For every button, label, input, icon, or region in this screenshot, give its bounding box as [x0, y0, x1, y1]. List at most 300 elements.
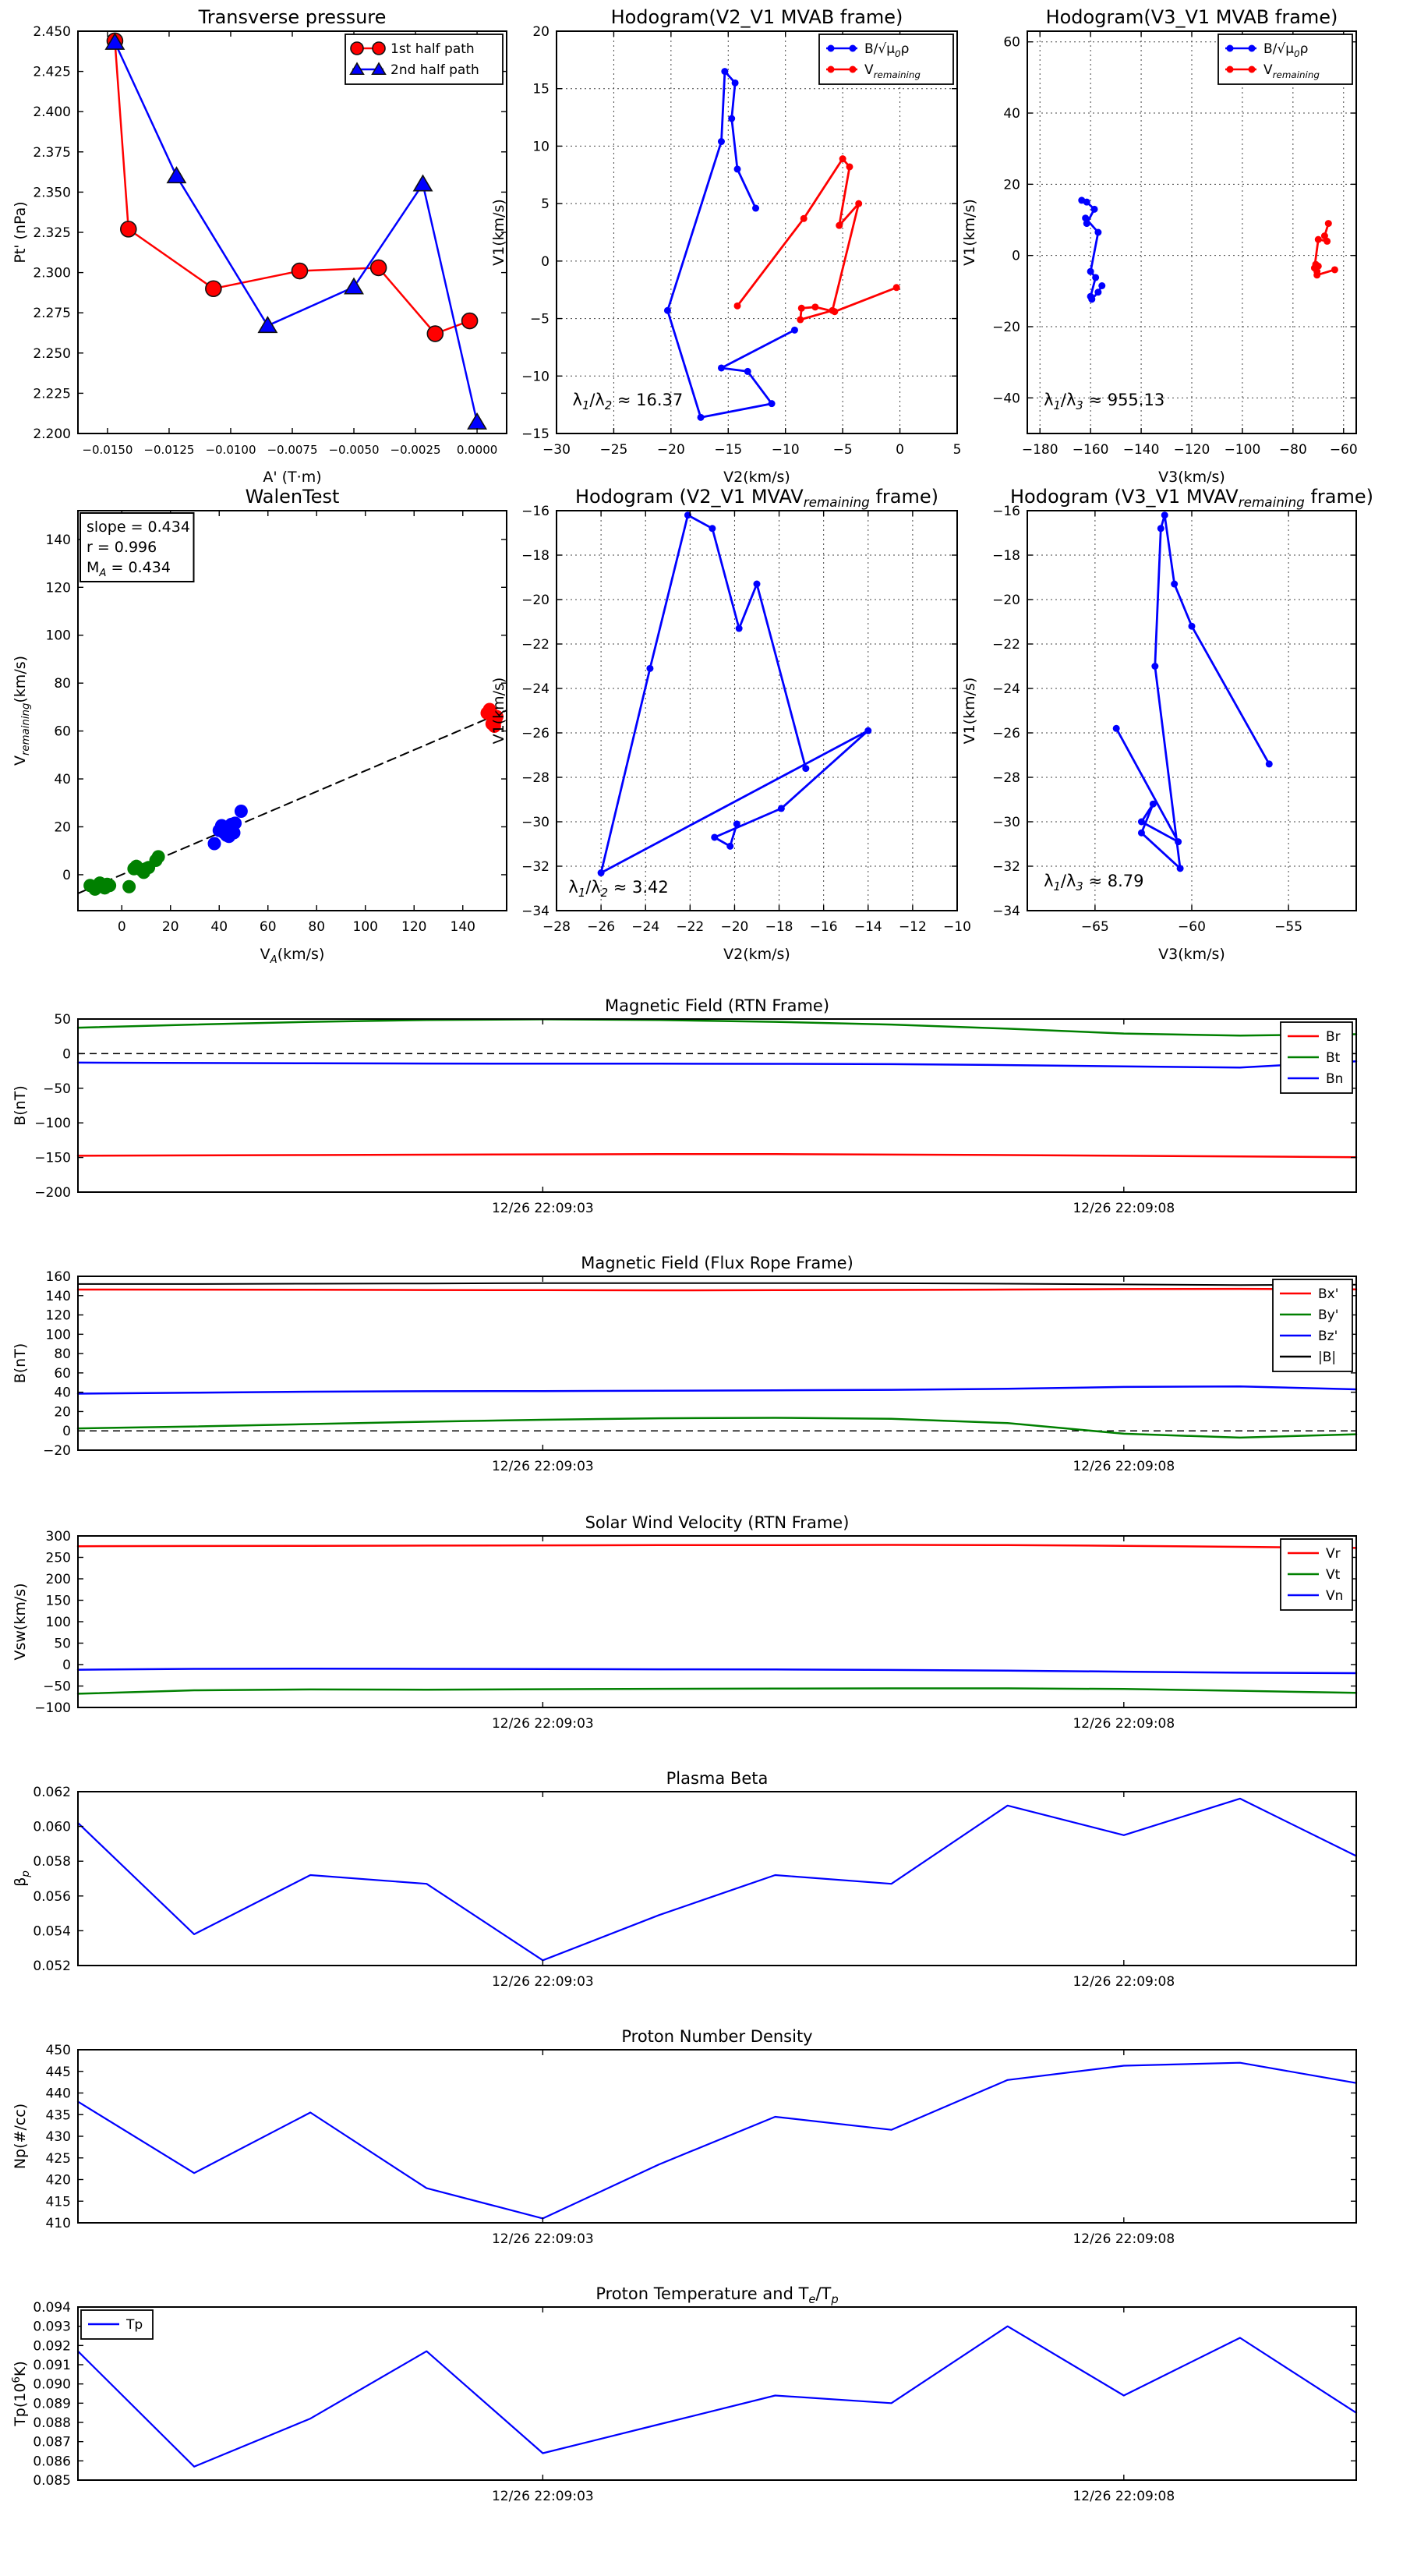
data-point-marker	[893, 284, 900, 291]
y-tick-label: −50	[43, 1679, 71, 1695]
y-tick-label: 430	[45, 2129, 71, 2145]
y-tick-label: −20	[992, 320, 1020, 336]
y-tick-label: 0.086	[33, 2454, 71, 2470]
panel-title: Proton Number Density	[621, 2027, 813, 2046]
y-tick-label: 40	[1003, 106, 1020, 122]
y-axis-label: $V_{remaining}(km/s)$	[12, 655, 32, 766]
axes-frame	[78, 1019, 1356, 1192]
data-point-marker	[736, 625, 743, 632]
x-tick-label: −80	[1278, 442, 1307, 458]
y-tick-label: 10	[532, 139, 550, 155]
y-tick-label: 15	[532, 81, 550, 97]
data-point-marker	[1177, 865, 1184, 872]
data-point-marker	[769, 400, 776, 407]
data-point-marker	[718, 364, 725, 371]
x-axis-label: A' (T·m)	[263, 469, 322, 486]
panel-hodogram-v3v1-mvav	[961, 486, 1373, 963]
y-tick-label: −150	[34, 1150, 71, 1166]
x-tick-label: −0.0125	[143, 443, 195, 457]
data-point-marker	[1161, 511, 1168, 518]
data-point-marker	[345, 278, 362, 294]
data-point-marker	[259, 317, 277, 333]
series-line-np	[78, 2063, 1356, 2219]
y-tick-label: −200	[34, 1185, 71, 1201]
data-point-marker	[1088, 295, 1095, 303]
x-axis-label: $V_A(km/s)$	[260, 946, 325, 966]
x-tick-label: −15	[714, 442, 743, 458]
data-point-marker	[698, 414, 705, 421]
series-line-vt	[78, 1689, 1356, 1694]
data-point-marker	[754, 581, 761, 588]
series-line-br	[78, 1154, 1356, 1157]
y-tick-label: 420	[45, 2172, 71, 2189]
x-tick-label: −0.0025	[390, 443, 441, 457]
x-tick-label: −140	[1122, 442, 1160, 458]
y-tick-label: −40	[992, 391, 1020, 407]
x-tick-label: 12/26 22:09:03	[491, 1201, 594, 1216]
y-tick-label: 2.250	[33, 345, 71, 362]
stats-line: slope = 0.434	[87, 518, 190, 536]
y-tick-label: −28	[521, 770, 550, 786]
y-tick-label: 250	[45, 1550, 71, 1566]
y-tick-label: 0.091	[33, 2358, 71, 2373]
data-point-marker	[791, 327, 798, 334]
y-tick-label: 2.225	[33, 386, 71, 402]
y-tick-label: 150	[45, 1593, 71, 1609]
data-point-marker	[462, 313, 478, 329]
y-tick-label: 2.400	[33, 104, 71, 121]
data-point-marker	[734, 165, 741, 172]
x-tick-label: 5	[952, 442, 962, 458]
panel-plasma-beta	[12, 1769, 1356, 1990]
y-tick-label: 0.056	[33, 1888, 71, 1905]
x-tick-label: −18	[765, 919, 793, 935]
x-tick-label: 12/26 22:09:03	[491, 1716, 594, 1732]
panel-title: Magnetic Field (Flux Rope Frame)	[581, 1254, 853, 1272]
y-tick-label: 2.300	[33, 265, 71, 281]
y-tick-label: −24	[992, 681, 1020, 697]
y-axis-label: V1(km/s)	[961, 677, 978, 745]
axes-frame	[78, 31, 507, 433]
x-tick-label: 12/26 22:09:08	[1073, 2489, 1175, 2504]
y-tick-label: 2.450	[33, 24, 71, 40]
y-tick-label: 0.062	[33, 1785, 71, 1800]
y-tick-label: 0.058	[33, 1854, 71, 1870]
panel-title: Proton Temperature and $T_e/T_p$	[595, 2284, 839, 2306]
y-tick-label: 50	[54, 1636, 71, 1652]
panel-title: Hodogram(V3_V1 MVAB frame)	[1045, 6, 1338, 28]
data-point-marker	[351, 42, 363, 55]
data-point-marker	[733, 820, 740, 827]
annotation: $\lambda_1/\lambda_3 \approx 955.13$	[1044, 390, 1165, 412]
axes-frame	[78, 1792, 1356, 1966]
y-axis-label: V1(km/s)	[961, 199, 978, 266]
data-point-marker	[744, 368, 751, 375]
data-point-marker	[1157, 525, 1164, 532]
y-tick-label: −18	[992, 548, 1020, 564]
y-tick-label: −22	[521, 637, 550, 653]
y-tick-label: 20	[54, 819, 71, 836]
y-tick-label: 0.088	[33, 2415, 71, 2431]
y-tick-label: 0.092	[33, 2338, 71, 2355]
y-tick-label: −15	[521, 426, 550, 442]
y-tick-label: −10	[521, 369, 550, 385]
data-point-marker	[1227, 66, 1234, 73]
x-tick-label: −180	[1021, 442, 1058, 458]
data-point-marker	[1171, 581, 1178, 588]
data-point-marker	[778, 805, 785, 812]
x-tick-label: −26	[587, 919, 616, 935]
y-tick-label: −32	[992, 859, 1020, 875]
y-tick-label: 450	[45, 2043, 71, 2058]
legend	[81, 2310, 153, 2339]
x-tick-label: −28	[542, 919, 571, 935]
y-tick-label: 2.200	[33, 426, 71, 442]
x-tick-label: −10	[771, 442, 800, 458]
x-tick-label: 12/26 22:09:03	[491, 2489, 594, 2504]
legend-label: $V_{remaining}$	[864, 62, 921, 80]
y-tick-label: −20	[992, 593, 1020, 608]
data-point-marker	[850, 45, 857, 52]
data-point-marker	[1249, 45, 1256, 52]
data-point-marker	[800, 215, 808, 222]
y-tick-label: 0.089	[33, 2396, 71, 2412]
data-point-marker	[235, 805, 248, 818]
legend	[1281, 1539, 1352, 1610]
legend-label: Vr	[1326, 1546, 1341, 1562]
x-tick-label: −0.0150	[82, 443, 133, 457]
y-tick-label: 0	[62, 1424, 71, 1440]
data-point-marker	[1150, 801, 1157, 808]
panel-hodogram-v2v1-mvav	[490, 486, 971, 963]
y-tick-label: 2.350	[33, 185, 71, 201]
x-tick-label: −0.0050	[328, 443, 380, 457]
y-tick-label: 0.094	[33, 2300, 71, 2316]
legend	[345, 34, 503, 84]
y-tick-label: 0.090	[33, 2376, 71, 2393]
x-tick-label: −22	[676, 919, 705, 935]
x-tick-label: 12/26 22:09:03	[491, 2231, 594, 2247]
x-tick-label: −0.0100	[205, 443, 256, 457]
data-point-marker	[836, 222, 843, 229]
stats-line: r = 0.996	[87, 539, 157, 556]
y-tick-label: 120	[45, 580, 71, 596]
y-tick-label: 0	[62, 1046, 71, 1063]
y-tick-label: −18	[521, 548, 550, 564]
panel-proton-temperature	[11, 2284, 1356, 2504]
data-point-marker	[1094, 229, 1101, 236]
y-axis-label: B(nT)	[12, 1085, 29, 1126]
y-tick-label: 160	[45, 1269, 71, 1285]
y-tick-label: 2.425	[33, 64, 71, 80]
y-tick-label: −30	[992, 815, 1020, 830]
legend-label: Bn	[1326, 1071, 1344, 1087]
panel-title: Solar Wind Velocity (RTN Frame)	[585, 1513, 850, 1532]
y-tick-label: 410	[45, 2216, 71, 2231]
data-point-marker	[1315, 263, 1322, 270]
y-axis-label: $Tp(10^6K)$	[11, 2361, 29, 2426]
y-tick-label: −100	[34, 1116, 71, 1132]
data-point-marker	[1138, 830, 1145, 837]
panel-hodogram-v2v1-mvab	[490, 6, 961, 486]
data-point-marker	[646, 665, 653, 672]
data-point-marker	[1325, 220, 1332, 227]
series-line-by-	[78, 1418, 1356, 1438]
stats-line: $M_A = 0.434$	[87, 559, 171, 579]
x-tick-label: 12/26 22:09:08	[1073, 1974, 1175, 1990]
data-point-marker	[797, 317, 804, 324]
data-point-marker	[122, 880, 136, 893]
x-tick-label: −60	[1178, 919, 1206, 935]
y-tick-label: 40	[54, 772, 71, 788]
y-tick-label: 0	[541, 253, 550, 270]
x-tick-label: −20	[720, 919, 749, 935]
data-point-marker	[598, 869, 605, 876]
series-line-bz-	[78, 1386, 1356, 1393]
y-tick-label: 435	[45, 2107, 71, 2124]
x-tick-label: −100	[1224, 442, 1261, 458]
y-axis-label: B(nT)	[12, 1343, 29, 1384]
data-point-marker	[850, 66, 857, 73]
y-tick-label: −16	[992, 504, 1020, 519]
y-tick-label: 100	[45, 1615, 71, 1630]
axes-frame	[557, 31, 957, 433]
y-axis-label: Pt' (nPa)	[12, 201, 29, 264]
x-tick-label: −12	[898, 919, 927, 935]
data-point-marker	[373, 42, 385, 55]
y-tick-label: 80	[54, 676, 71, 692]
y-tick-label: 80	[54, 1346, 71, 1363]
x-tick-label: −25	[599, 442, 628, 458]
y-tick-label: 2.275	[33, 306, 71, 322]
panel-proton-number-density	[12, 2027, 1356, 2247]
x-tick-label: −5	[832, 442, 853, 458]
axes-frame	[78, 2307, 1356, 2480]
y-tick-label: 0	[62, 867, 71, 883]
series-line--b-	[78, 1283, 1356, 1286]
data-point-marker	[206, 281, 221, 296]
data-point-marker	[864, 727, 871, 734]
axes-frame	[78, 1536, 1356, 1707]
y-axis-label: V1(km/s)	[490, 677, 507, 745]
y-tick-label: 425	[45, 2150, 71, 2167]
x-axis-label: V3(km/s)	[1158, 469, 1225, 486]
y-tick-label: −26	[521, 726, 550, 741]
y-tick-label: 0.054	[33, 1923, 71, 1940]
y-tick-label: −100	[34, 1700, 71, 1716]
y-tick-label: 5	[541, 196, 550, 213]
data-point-marker	[427, 326, 443, 341]
x-tick-label: −0.0075	[267, 443, 318, 457]
legend-label: By'	[1318, 1307, 1339, 1323]
data-point-marker	[1098, 282, 1105, 289]
panel-title: Transverse pressure	[198, 6, 387, 28]
x-tick-label: 12/26 22:09:03	[491, 1459, 594, 1474]
x-tick-label: 20	[161, 919, 179, 935]
series-line-bn	[78, 1061, 1356, 1067]
y-tick-label: −32	[521, 859, 550, 875]
legend-label: 2nd half path	[391, 62, 479, 78]
annotation: $\lambda_1/\lambda_2 \approx 3.42$	[568, 877, 669, 900]
data-point-marker	[728, 115, 735, 122]
legend-label: $V_{remaining}$	[1263, 62, 1320, 80]
panel-title: Plasma Beta	[666, 1769, 769, 1788]
data-point-marker	[1315, 236, 1322, 243]
y-tick-label: −34	[992, 904, 1020, 919]
axes-frame	[1027, 511, 1356, 911]
x-tick-label: 0	[117, 919, 126, 935]
data-point-marker	[721, 68, 728, 75]
x-tick-label: −30	[542, 442, 571, 458]
data-point-marker	[828, 66, 835, 73]
y-tick-label: −20	[521, 593, 550, 608]
annotation: $\lambda_1/\lambda_2 \approx 16.37$	[572, 390, 684, 412]
x-tick-label: 12/26 22:09:08	[1073, 1201, 1175, 1216]
data-point-marker	[371, 260, 387, 275]
series-line-bx-	[78, 1289, 1356, 1290]
legend-label: |B|	[1318, 1350, 1337, 1365]
x-tick-label: 140	[450, 919, 475, 935]
y-tick-label: 0.087	[33, 2434, 71, 2450]
y-tick-label: 0.093	[33, 2319, 71, 2335]
x-axis-label: V2(km/s)	[723, 469, 790, 486]
y-tick-label: 60	[1003, 34, 1020, 51]
data-point-marker	[798, 305, 805, 312]
y-axis-label: $\beta_p$	[12, 1870, 32, 1887]
y-axis-label: Np(#/cc)	[12, 2103, 29, 2170]
y-tick-label: 415	[45, 2194, 71, 2210]
data-point-marker	[811, 303, 818, 310]
x-tick-label: 12/26 22:09:08	[1073, 1716, 1175, 1732]
y-tick-label: −24	[521, 681, 550, 697]
legend-label: Vt	[1326, 1567, 1341, 1583]
data-point-marker	[711, 833, 718, 840]
data-point-marker	[1151, 663, 1158, 670]
y-tick-label: 0.052	[33, 1959, 71, 1974]
y-tick-label: −26	[992, 726, 1020, 741]
x-tick-label: −10	[943, 919, 971, 935]
data-point-marker	[1091, 206, 1098, 213]
panel-title: WalenTest	[245, 486, 340, 508]
x-tick-label: −24	[631, 919, 660, 935]
x-axis-label: V2(km/s)	[723, 946, 790, 963]
legend	[1273, 1279, 1352, 1371]
legend-label: Bt	[1326, 1050, 1341, 1066]
data-point-marker	[1323, 238, 1331, 245]
panel-magnetic-field-rtn	[12, 996, 1356, 1216]
y-tick-label: −30	[521, 815, 550, 830]
y-tick-label: 60	[54, 724, 71, 740]
panel-title: Hodogram (V2_V1 $MVAV_{remaining}$ frame)	[574, 486, 939, 510]
y-tick-label: −16	[521, 504, 550, 519]
x-tick-label: −120	[1173, 442, 1210, 458]
data-point-marker	[414, 175, 432, 191]
x-tick-label: 80	[308, 919, 326, 935]
data-point-marker	[228, 816, 242, 830]
y-tick-label: 50	[54, 1012, 71, 1028]
data-point-marker	[732, 80, 739, 87]
y-tick-label: 2.325	[33, 225, 71, 241]
legend-label: $B/√\mu_0\rho$	[864, 41, 910, 59]
legend	[1281, 1022, 1352, 1093]
x-tick-label: 12/26 22:09:08	[1073, 2231, 1175, 2247]
data-point-marker	[831, 308, 838, 315]
y-tick-label: 2.375	[33, 144, 71, 161]
data-point-marker	[292, 264, 307, 279]
y-tick-label: 0	[1012, 248, 1020, 264]
panel-title: Magnetic Field (RTN Frame)	[604, 996, 830, 1015]
data-point-marker	[1113, 725, 1120, 732]
x-tick-label: 60	[259, 919, 277, 935]
y-tick-label: 440	[45, 2086, 71, 2102]
legend-label: 1st half path	[391, 41, 475, 57]
data-point-marker	[1082, 214, 1089, 221]
panel-solar-wind-velocity	[12, 1513, 1356, 1732]
data-point-marker	[726, 843, 733, 850]
x-tick-label: −20	[656, 442, 685, 458]
series-line-b-sqrt-mu0-rho-	[668, 72, 795, 418]
x-tick-label: 100	[352, 919, 378, 935]
x-tick-label: −60	[1329, 442, 1358, 458]
series-line-tp	[78, 2327, 1356, 2467]
data-point-marker	[168, 168, 186, 183]
x-tick-label: −16	[809, 919, 838, 935]
data-point-marker	[855, 200, 862, 207]
panel-title: Hodogram (V3_V1 $MVAV_{remaining}$ frame)	[1009, 486, 1374, 510]
y-tick-label: 0	[62, 1658, 71, 1673]
series-line-bt	[78, 1019, 1356, 1035]
data-point-marker	[103, 879, 116, 892]
y-tick-label: 100	[45, 628, 71, 644]
stats-box	[80, 513, 194, 582]
y-tick-label: 140	[45, 532, 71, 548]
x-tick-label: 12/26 22:09:08	[1073, 1459, 1175, 1474]
legend-label: Br	[1326, 1029, 1341, 1045]
y-tick-label: 0.060	[33, 1819, 71, 1835]
data-point-marker	[709, 525, 716, 532]
data-point-marker	[752, 205, 759, 212]
data-point-marker	[734, 303, 741, 310]
panel-hodogram-v3v1-mvab	[961, 6, 1358, 486]
series-line-vr	[78, 1545, 1356, 1548]
y-tick-label: 100	[45, 1327, 71, 1343]
series-line-vn	[78, 1668, 1356, 1673]
y-tick-label: 20	[532, 24, 550, 40]
legend-label: Bz'	[1318, 1329, 1338, 1344]
panel-walen-test	[12, 486, 507, 966]
data-point-marker	[1189, 623, 1196, 630]
y-tick-label: 120	[45, 1307, 71, 1324]
x-tick-label: 0.0000	[456, 443, 498, 457]
legend-label: Tp	[126, 2317, 143, 2333]
data-point-marker	[718, 138, 725, 145]
legend	[819, 34, 953, 84]
data-point-marker	[828, 45, 835, 52]
legend-label: $B/√\mu_0\rho$	[1263, 41, 1309, 59]
data-point-marker	[1087, 268, 1094, 275]
y-tick-label: 60	[54, 1365, 71, 1382]
data-point-marker	[1094, 288, 1101, 295]
y-tick-label: −34	[521, 904, 550, 919]
data-point-marker	[1331, 266, 1338, 273]
data-point-marker	[1227, 45, 1234, 52]
data-point-marker	[1266, 760, 1273, 767]
y-tick-label: −50	[43, 1081, 71, 1097]
data-point-marker	[664, 307, 671, 314]
y-tick-label: 200	[45, 1572, 71, 1587]
panel-magnetic-field-flux-rope	[12, 1254, 1356, 1474]
y-tick-label: 300	[45, 1529, 71, 1545]
